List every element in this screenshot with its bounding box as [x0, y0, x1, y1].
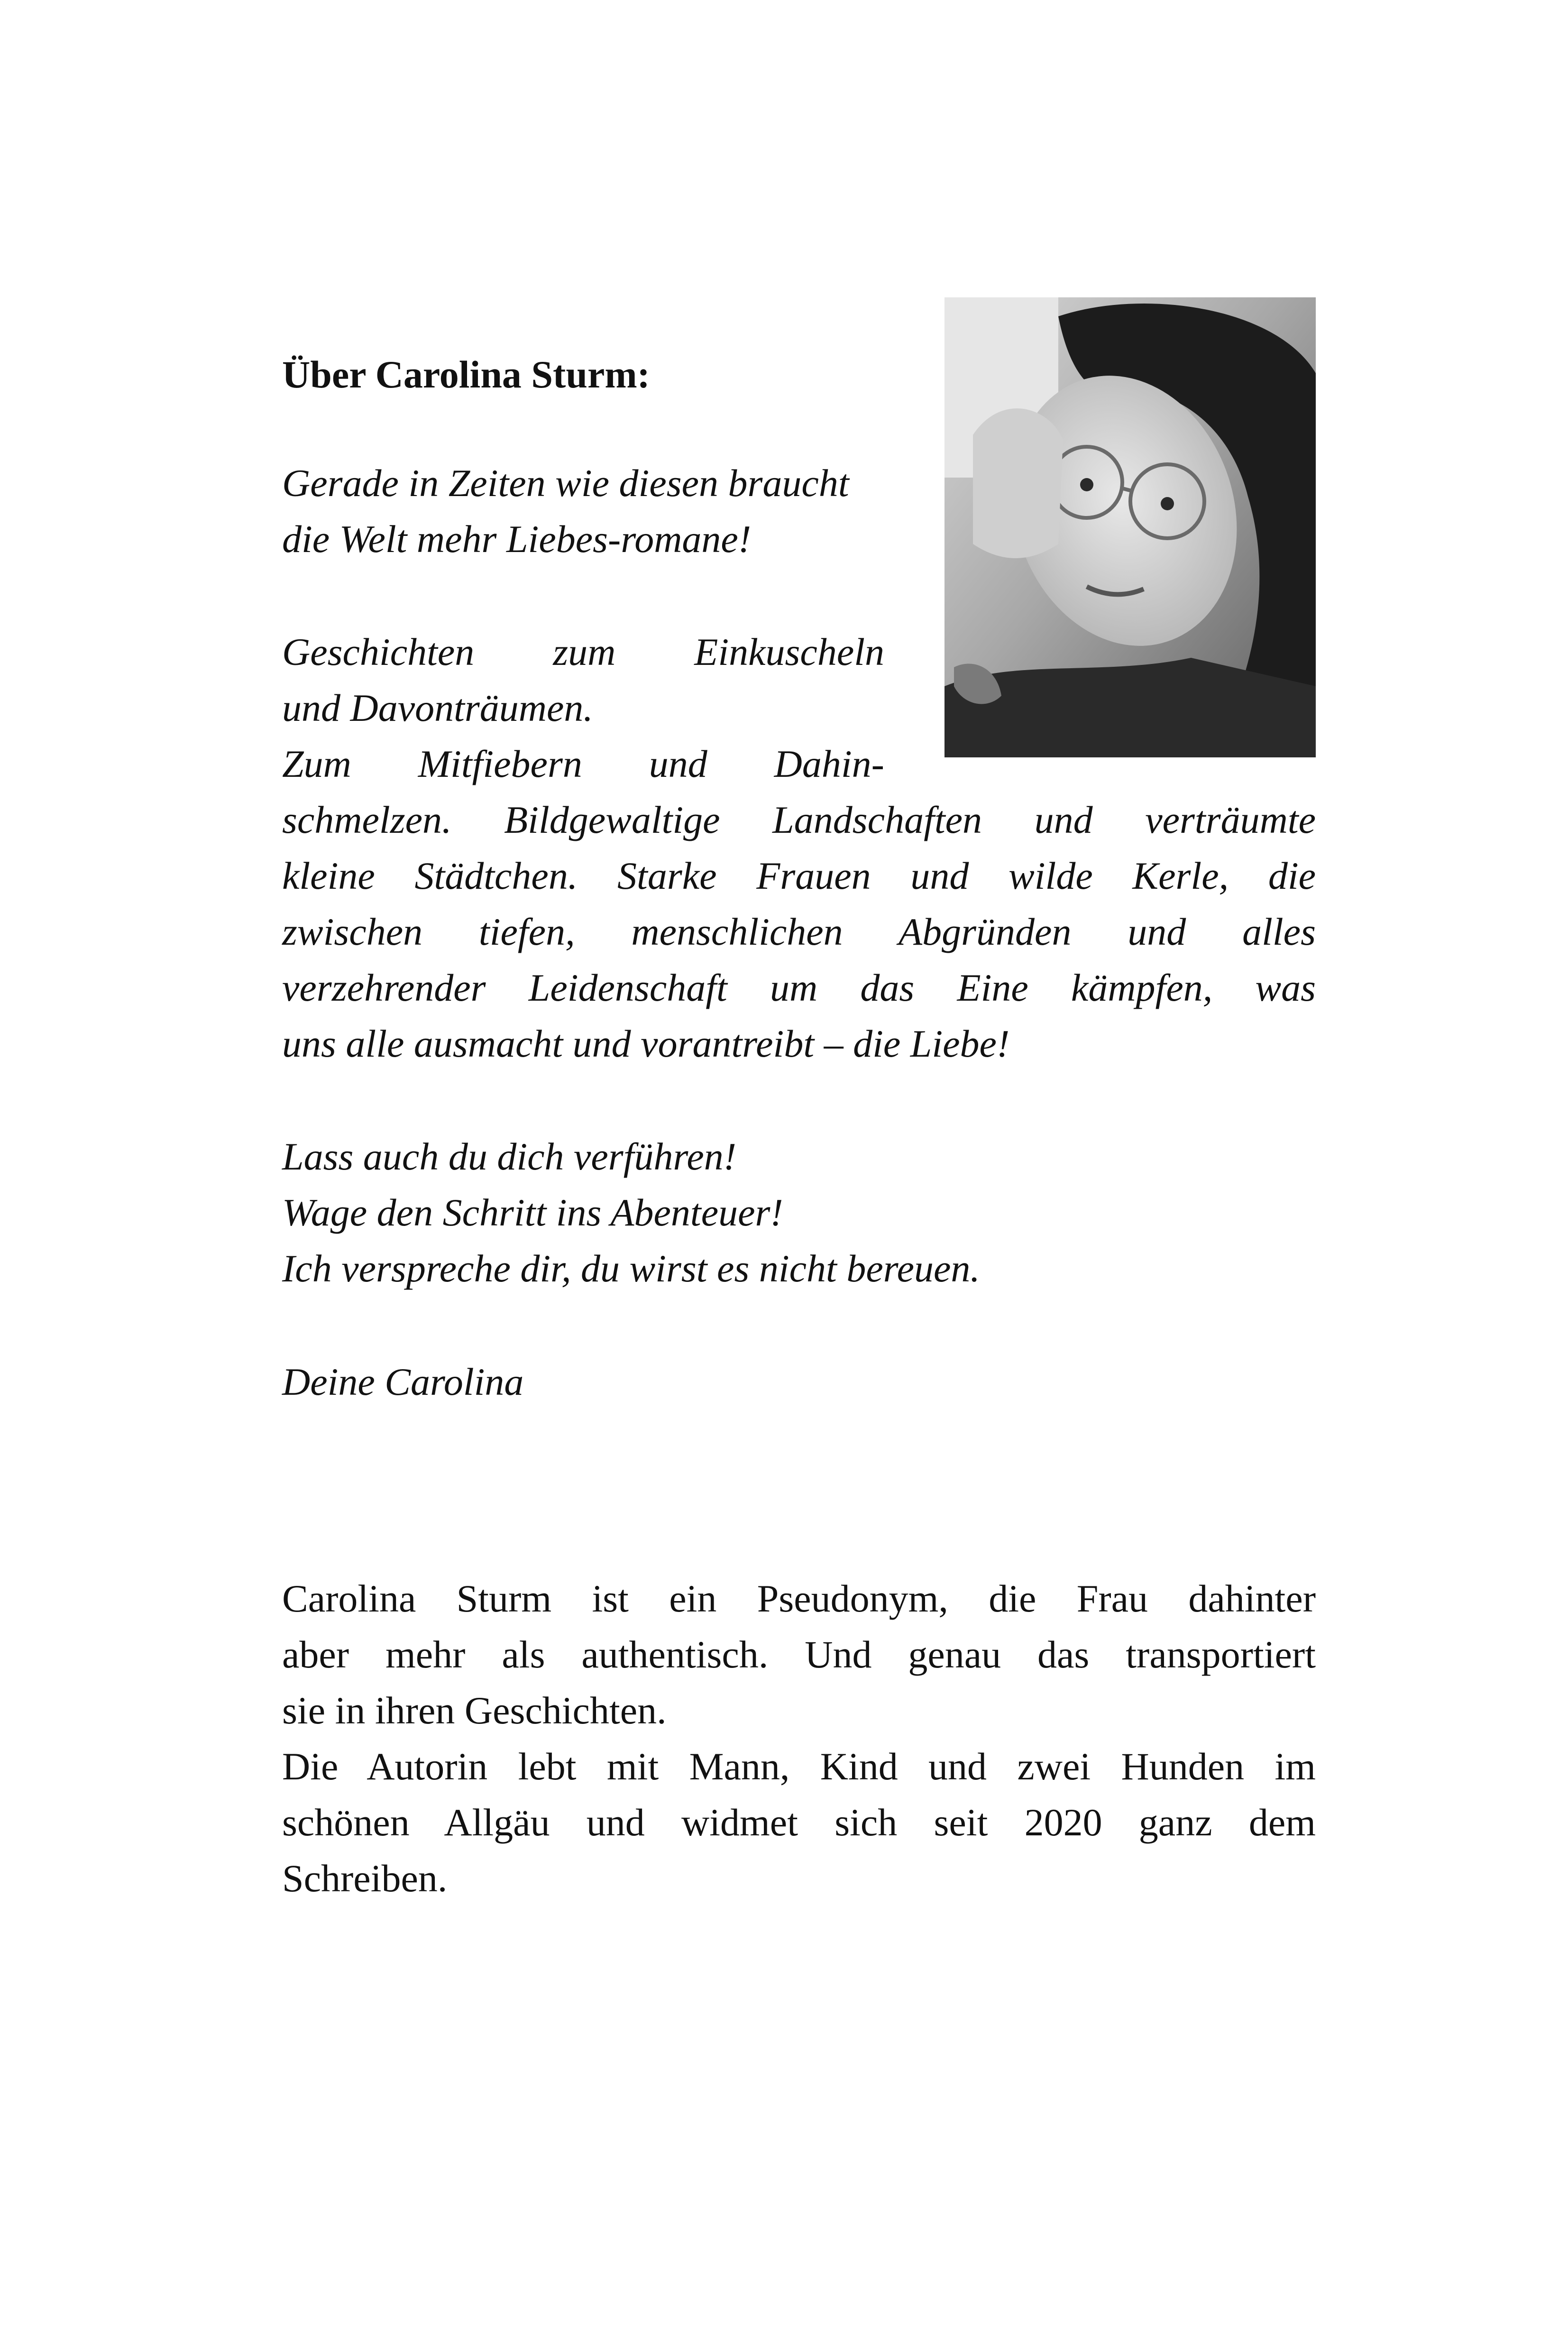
- bio-line: Ich verspreche dir, du wirst es nicht bereuen.: [282, 1247, 980, 1290]
- bio-line: schmelzen. Bildgewaltige Landschaften und verträumte: [282, 798, 1316, 841]
- bio-line: Gerade in Zeiten wie diesen braucht: [282, 461, 849, 505]
- bio-line: zwischen tiefen, menschlichen Abgründen und alles: [282, 910, 1316, 953]
- bio-line: Zum Mitfiebern und Dahin-: [282, 742, 884, 785]
- bio-line: die Welt mehr Liebes-romane!: [282, 517, 752, 561]
- author-portrait-photo-icon: [944, 297, 1316, 757]
- info-line: Schreiben.: [282, 1857, 448, 1900]
- bio-line: Wage den Schritt ins Abenteuer!: [282, 1191, 783, 1234]
- bio-line: Geschichten zum Einkuscheln: [282, 630, 884, 673]
- bio-line: und Davonträumen.: [282, 686, 593, 729]
- bio-line: verzehrender Leidenschaft um das Eine kämpfen, was: [282, 966, 1316, 1009]
- author-photo: [944, 297, 1316, 757]
- info-line: Carolina Sturm ist ein Pseudonym, die Frau dahinter: [282, 1577, 1316, 1620]
- bio-line: Lass auch du dich verführen!: [282, 1135, 737, 1178]
- page-title: Über Carolina Sturm:: [282, 353, 650, 396]
- info-line: sie in ihren Geschichten.: [282, 1689, 667, 1732]
- info-line: Die Autorin lebt mit Mann, Kind und zwei Hunden im: [282, 1745, 1316, 1788]
- info-line: aber mehr als authentisch. Und genau das transportiert: [282, 1633, 1316, 1676]
- bio-line: uns alle ausmacht und vorantreibt – die Liebe!: [282, 1022, 1010, 1065]
- bio-line: kleine Städtchen. Starke Frauen und wilde Kerle, die: [282, 854, 1316, 897]
- signature-line: Deine Carolina: [282, 1360, 524, 1403]
- info-line: schönen Allgäu und widmet sich seit 2020 ganz dem: [282, 1801, 1316, 1844]
